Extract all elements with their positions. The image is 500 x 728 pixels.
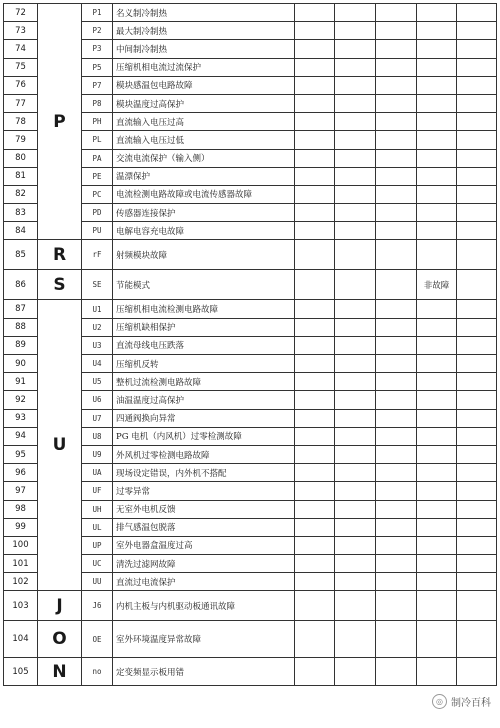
fault-description: 排气感温包脱落 bbox=[113, 518, 295, 536]
empty-cell bbox=[295, 270, 335, 300]
empty-cell bbox=[457, 391, 497, 409]
empty-cell bbox=[295, 76, 335, 94]
empty-cell bbox=[457, 591, 497, 621]
row-number: 102 bbox=[4, 573, 38, 591]
remark-cell bbox=[417, 300, 457, 318]
empty-cell bbox=[457, 482, 497, 500]
remark-cell bbox=[417, 204, 457, 222]
fault-code: U3 bbox=[82, 336, 113, 354]
remark-cell bbox=[417, 482, 457, 500]
table-row bbox=[4, 300, 497, 318]
watermark-text: 制冷百科 bbox=[451, 698, 491, 709]
empty-cell bbox=[376, 355, 417, 373]
row-number: 79 bbox=[4, 131, 38, 149]
empty-cell bbox=[457, 222, 497, 240]
fault-code: PD bbox=[82, 204, 113, 222]
fault-description: 定变频显示板用错 bbox=[113, 658, 295, 686]
fault-description: 整机过流检测电路故障 bbox=[113, 373, 295, 391]
empty-cell bbox=[335, 591, 376, 621]
empty-cell bbox=[376, 500, 417, 518]
empty-cell bbox=[335, 536, 376, 554]
fault-code: PE bbox=[82, 167, 113, 185]
remark-cell bbox=[417, 391, 457, 409]
empty-cell bbox=[335, 22, 376, 40]
remark-cell bbox=[417, 536, 457, 554]
fault-description: 清洗过滤网故障 bbox=[113, 555, 295, 573]
fault-code: J6 bbox=[82, 591, 113, 621]
remark-cell bbox=[417, 94, 457, 112]
fault-code: PU bbox=[82, 222, 113, 240]
empty-cell bbox=[457, 409, 497, 427]
fault-description: 无室外电机反馈 bbox=[113, 500, 295, 518]
empty-cell bbox=[457, 76, 497, 94]
empty-cell bbox=[376, 131, 417, 149]
empty-cell bbox=[376, 300, 417, 318]
category-letter: N bbox=[38, 658, 82, 686]
remark-cell bbox=[417, 4, 457, 22]
empty-cell bbox=[295, 658, 335, 686]
remark-cell bbox=[417, 318, 457, 336]
fault-description: 直流母线电压跌落 bbox=[113, 336, 295, 354]
empty-cell bbox=[295, 204, 335, 222]
watermark bbox=[429, 693, 494, 710]
fault-code: PC bbox=[82, 185, 113, 203]
remark-cell bbox=[417, 373, 457, 391]
empty-cell bbox=[295, 621, 335, 658]
empty-cell bbox=[335, 4, 376, 22]
empty-cell bbox=[335, 409, 376, 427]
row-number: 88 bbox=[4, 318, 38, 336]
empty-cell bbox=[335, 373, 376, 391]
empty-cell bbox=[376, 464, 417, 482]
empty-cell bbox=[335, 573, 376, 591]
empty-cell bbox=[457, 167, 497, 185]
row-number: 98 bbox=[4, 500, 38, 518]
empty-cell bbox=[335, 76, 376, 94]
empty-cell bbox=[376, 240, 417, 270]
empty-cell bbox=[295, 373, 335, 391]
empty-cell bbox=[457, 318, 497, 336]
fault-description: 交流电流保护（输入侧） bbox=[113, 149, 295, 167]
empty-cell bbox=[295, 409, 335, 427]
empty-cell bbox=[457, 4, 497, 22]
category-letter: S bbox=[38, 270, 82, 300]
empty-cell bbox=[335, 113, 376, 131]
row-number: 82 bbox=[4, 185, 38, 203]
empty-cell bbox=[295, 222, 335, 240]
remark-cell bbox=[417, 591, 457, 621]
empty-cell bbox=[295, 555, 335, 573]
fault-description: 模块温度过高保护 bbox=[113, 94, 295, 112]
row-number: 89 bbox=[4, 336, 38, 354]
table-row bbox=[4, 270, 497, 300]
empty-cell bbox=[335, 40, 376, 58]
table-row bbox=[4, 240, 497, 270]
empty-cell bbox=[376, 518, 417, 536]
fault-code: UP bbox=[82, 536, 113, 554]
fault-code: no bbox=[82, 658, 113, 686]
empty-cell bbox=[457, 621, 497, 658]
remark-cell bbox=[417, 22, 457, 40]
fault-description: 油温温度过高保护 bbox=[113, 391, 295, 409]
empty-cell bbox=[295, 318, 335, 336]
empty-cell bbox=[335, 94, 376, 112]
row-number: 75 bbox=[4, 58, 38, 76]
fault-code: UC bbox=[82, 555, 113, 573]
empty-cell bbox=[457, 270, 497, 300]
empty-cell bbox=[376, 391, 417, 409]
fault-description: 外风机过零检测电路故障 bbox=[113, 445, 295, 463]
empty-cell bbox=[376, 270, 417, 300]
fault-code: P3 bbox=[82, 40, 113, 58]
empty-cell bbox=[376, 621, 417, 658]
remark-cell bbox=[417, 185, 457, 203]
category-letter: R bbox=[38, 240, 82, 270]
empty-cell bbox=[376, 58, 417, 76]
fault-description: 室外环境温度异常故障 bbox=[113, 621, 295, 658]
row-number: 76 bbox=[4, 76, 38, 94]
empty-cell bbox=[457, 355, 497, 373]
empty-cell bbox=[457, 500, 497, 518]
fault-code: P7 bbox=[82, 76, 113, 94]
fault-code: PH bbox=[82, 113, 113, 131]
empty-cell bbox=[457, 445, 497, 463]
fault-code: SE bbox=[82, 270, 113, 300]
empty-cell bbox=[295, 58, 335, 76]
empty-cell bbox=[335, 167, 376, 185]
empty-cell bbox=[457, 94, 497, 112]
empty-cell bbox=[295, 40, 335, 58]
empty-cell bbox=[295, 573, 335, 591]
empty-cell bbox=[457, 427, 497, 445]
remark-cell bbox=[417, 555, 457, 573]
empty-cell bbox=[295, 591, 335, 621]
row-number: 99 bbox=[4, 518, 38, 536]
empty-cell bbox=[295, 518, 335, 536]
empty-cell bbox=[457, 240, 497, 270]
empty-cell bbox=[376, 149, 417, 167]
remark-cell bbox=[417, 464, 457, 482]
fault-description: 室外电器盒温度过高 bbox=[113, 536, 295, 554]
empty-cell bbox=[457, 113, 497, 131]
empty-cell bbox=[335, 658, 376, 686]
empty-cell bbox=[295, 536, 335, 554]
fault-code: P5 bbox=[82, 58, 113, 76]
empty-cell bbox=[376, 373, 417, 391]
row-number: 96 bbox=[4, 464, 38, 482]
fault-code: U6 bbox=[82, 391, 113, 409]
row-number: 83 bbox=[4, 204, 38, 222]
empty-cell bbox=[457, 149, 497, 167]
empty-cell bbox=[457, 204, 497, 222]
fault-description: PG 电机（内风机）过零检测故障 bbox=[113, 427, 295, 445]
remark-cell bbox=[417, 76, 457, 94]
fault-code: U2 bbox=[82, 318, 113, 336]
fault-code: P8 bbox=[82, 94, 113, 112]
category-letter: J bbox=[38, 591, 82, 621]
empty-cell bbox=[295, 4, 335, 22]
empty-cell bbox=[457, 22, 497, 40]
empty-cell bbox=[295, 300, 335, 318]
fault-code: U8 bbox=[82, 427, 113, 445]
category-letter: U bbox=[38, 300, 82, 591]
table-row bbox=[4, 621, 497, 658]
fault-description: 温漂保护 bbox=[113, 167, 295, 185]
empty-cell bbox=[335, 270, 376, 300]
empty-cell bbox=[335, 621, 376, 658]
fault-code-table-sheet bbox=[3, 3, 496, 725]
empty-cell bbox=[335, 482, 376, 500]
fault-code: rF bbox=[82, 240, 113, 270]
row-number: 105 bbox=[4, 658, 38, 686]
fault-code: P2 bbox=[82, 22, 113, 40]
empty-cell bbox=[376, 76, 417, 94]
empty-cell bbox=[335, 300, 376, 318]
empty-cell bbox=[457, 555, 497, 573]
empty-cell bbox=[295, 336, 335, 354]
row-number: 85 bbox=[4, 240, 38, 270]
category-letter: P bbox=[38, 4, 82, 240]
empty-cell bbox=[457, 300, 497, 318]
fault-code: UA bbox=[82, 464, 113, 482]
row-number: 78 bbox=[4, 113, 38, 131]
empty-cell bbox=[457, 131, 497, 149]
empty-cell bbox=[295, 464, 335, 482]
fault-code-table bbox=[3, 3, 497, 686]
fault-description: 电解电容充电故障 bbox=[113, 222, 295, 240]
row-number: 90 bbox=[4, 355, 38, 373]
row-number: 73 bbox=[4, 22, 38, 40]
empty-cell bbox=[376, 113, 417, 131]
row-number: 100 bbox=[4, 536, 38, 554]
row-number: 74 bbox=[4, 40, 38, 58]
row-number: 72 bbox=[4, 4, 38, 22]
empty-cell bbox=[376, 658, 417, 686]
empty-cell bbox=[335, 445, 376, 463]
fault-description: 名义制冷制热 bbox=[113, 4, 295, 22]
fault-description: 电流检测电路故障或电流传感器故障 bbox=[113, 185, 295, 203]
remark-cell bbox=[417, 113, 457, 131]
fault-code: PL bbox=[82, 131, 113, 149]
empty-cell bbox=[376, 204, 417, 222]
fault-description: 直流输入电压过低 bbox=[113, 131, 295, 149]
remark-cell bbox=[417, 500, 457, 518]
fault-description: 传感器连接保护 bbox=[113, 204, 295, 222]
row-number: 80 bbox=[4, 149, 38, 167]
empty-cell bbox=[295, 149, 335, 167]
row-number: 84 bbox=[4, 222, 38, 240]
remark-cell bbox=[417, 58, 457, 76]
fault-description: 中间制冷制热 bbox=[113, 40, 295, 58]
fault-description: 直流输入电压过高 bbox=[113, 113, 295, 131]
fault-description: 过零异常 bbox=[113, 482, 295, 500]
empty-cell bbox=[376, 573, 417, 591]
fault-code: P1 bbox=[82, 4, 113, 22]
empty-cell bbox=[335, 518, 376, 536]
empty-cell bbox=[295, 185, 335, 203]
empty-cell bbox=[457, 536, 497, 554]
empty-cell bbox=[376, 4, 417, 22]
empty-cell bbox=[295, 113, 335, 131]
empty-cell bbox=[457, 336, 497, 354]
row-number: 92 bbox=[4, 391, 38, 409]
remark-cell bbox=[417, 40, 457, 58]
empty-cell bbox=[376, 427, 417, 445]
empty-cell bbox=[457, 185, 497, 203]
remark-cell bbox=[417, 355, 457, 373]
fault-code: OE bbox=[82, 621, 113, 658]
fault-description: 射频模块故障 bbox=[113, 240, 295, 270]
empty-cell bbox=[457, 658, 497, 686]
empty-cell bbox=[335, 336, 376, 354]
remark-cell: 非故障 bbox=[417, 270, 457, 300]
fault-code: UF bbox=[82, 482, 113, 500]
empty-cell bbox=[376, 318, 417, 336]
fault-description: 压缩机相电流检测电路故障 bbox=[113, 300, 295, 318]
row-number: 86 bbox=[4, 270, 38, 300]
empty-cell bbox=[295, 240, 335, 270]
fault-code: UU bbox=[82, 573, 113, 591]
row-number: 91 bbox=[4, 373, 38, 391]
remark-cell bbox=[417, 621, 457, 658]
empty-cell bbox=[335, 222, 376, 240]
empty-cell bbox=[457, 573, 497, 591]
fault-description: 节能模式 bbox=[113, 270, 295, 300]
empty-cell bbox=[376, 222, 417, 240]
row-number: 95 bbox=[4, 445, 38, 463]
fault-description: 模块感温包电路故障 bbox=[113, 76, 295, 94]
empty-cell bbox=[376, 591, 417, 621]
empty-cell bbox=[376, 40, 417, 58]
row-number: 93 bbox=[4, 409, 38, 427]
row-number: 103 bbox=[4, 591, 38, 621]
fault-code: UL bbox=[82, 518, 113, 536]
empty-cell bbox=[335, 355, 376, 373]
remark-cell bbox=[417, 240, 457, 270]
fault-description: 直流过电流保护 bbox=[113, 573, 295, 591]
empty-cell bbox=[376, 536, 417, 554]
remark-cell bbox=[417, 222, 457, 240]
fault-description: 压缩机反转 bbox=[113, 355, 295, 373]
empty-cell bbox=[295, 131, 335, 149]
row-number: 77 bbox=[4, 94, 38, 112]
empty-cell bbox=[335, 318, 376, 336]
empty-cell bbox=[335, 240, 376, 270]
table-row bbox=[4, 4, 497, 22]
wechat-logo-icon: ◎ bbox=[432, 694, 447, 709]
empty-cell bbox=[376, 22, 417, 40]
empty-cell bbox=[335, 185, 376, 203]
fault-description: 内机主板与内机驱动板通讯故障 bbox=[113, 591, 295, 621]
fault-code: U5 bbox=[82, 373, 113, 391]
remark-cell bbox=[417, 427, 457, 445]
row-number: 94 bbox=[4, 427, 38, 445]
empty-cell bbox=[335, 500, 376, 518]
row-number: 87 bbox=[4, 300, 38, 318]
remark-cell bbox=[417, 518, 457, 536]
empty-cell bbox=[376, 336, 417, 354]
empty-cell bbox=[295, 167, 335, 185]
empty-cell bbox=[295, 94, 335, 112]
table-row bbox=[4, 591, 497, 621]
fault-description: 四通阀换向异常 bbox=[113, 409, 295, 427]
table-row bbox=[4, 658, 497, 686]
row-number: 81 bbox=[4, 167, 38, 185]
remark-cell bbox=[417, 573, 457, 591]
empty-cell bbox=[335, 427, 376, 445]
empty-cell bbox=[376, 445, 417, 463]
empty-cell bbox=[295, 22, 335, 40]
empty-cell bbox=[376, 167, 417, 185]
row-number: 97 bbox=[4, 482, 38, 500]
empty-cell bbox=[457, 58, 497, 76]
remark-cell bbox=[417, 336, 457, 354]
empty-cell bbox=[457, 518, 497, 536]
empty-cell bbox=[335, 149, 376, 167]
empty-cell bbox=[376, 482, 417, 500]
empty-cell bbox=[376, 94, 417, 112]
empty-cell bbox=[335, 204, 376, 222]
empty-cell bbox=[295, 391, 335, 409]
empty-cell bbox=[457, 40, 497, 58]
fault-description: 最大制冷制热 bbox=[113, 22, 295, 40]
fault-code: U4 bbox=[82, 355, 113, 373]
fault-code: UH bbox=[82, 500, 113, 518]
empty-cell bbox=[376, 409, 417, 427]
fault-description: 现场设定错误，内外机不搭配 bbox=[113, 464, 295, 482]
empty-cell bbox=[457, 464, 497, 482]
remark-cell bbox=[417, 149, 457, 167]
row-number: 101 bbox=[4, 555, 38, 573]
empty-cell bbox=[335, 464, 376, 482]
empty-cell bbox=[295, 500, 335, 518]
remark-cell bbox=[417, 409, 457, 427]
remark-cell bbox=[417, 167, 457, 185]
empty-cell bbox=[335, 555, 376, 573]
empty-cell bbox=[295, 445, 335, 463]
empty-cell bbox=[457, 373, 497, 391]
fault-description: 压缩机相电流过流保护 bbox=[113, 58, 295, 76]
category-letter: O bbox=[38, 621, 82, 658]
empty-cell bbox=[295, 427, 335, 445]
empty-cell bbox=[295, 355, 335, 373]
empty-cell bbox=[335, 391, 376, 409]
fault-code: U9 bbox=[82, 445, 113, 463]
empty-cell bbox=[376, 555, 417, 573]
row-number: 104 bbox=[4, 621, 38, 658]
remark-cell bbox=[417, 445, 457, 463]
fault-code: U7 bbox=[82, 409, 113, 427]
empty-cell bbox=[335, 131, 376, 149]
empty-cell bbox=[376, 185, 417, 203]
fault-description: 压缩机缺相保护 bbox=[113, 318, 295, 336]
empty-cell bbox=[335, 58, 376, 76]
fault-code: PA bbox=[82, 149, 113, 167]
empty-cell bbox=[295, 482, 335, 500]
fault-code: U1 bbox=[82, 300, 113, 318]
remark-cell bbox=[417, 131, 457, 149]
remark-cell bbox=[417, 658, 457, 686]
